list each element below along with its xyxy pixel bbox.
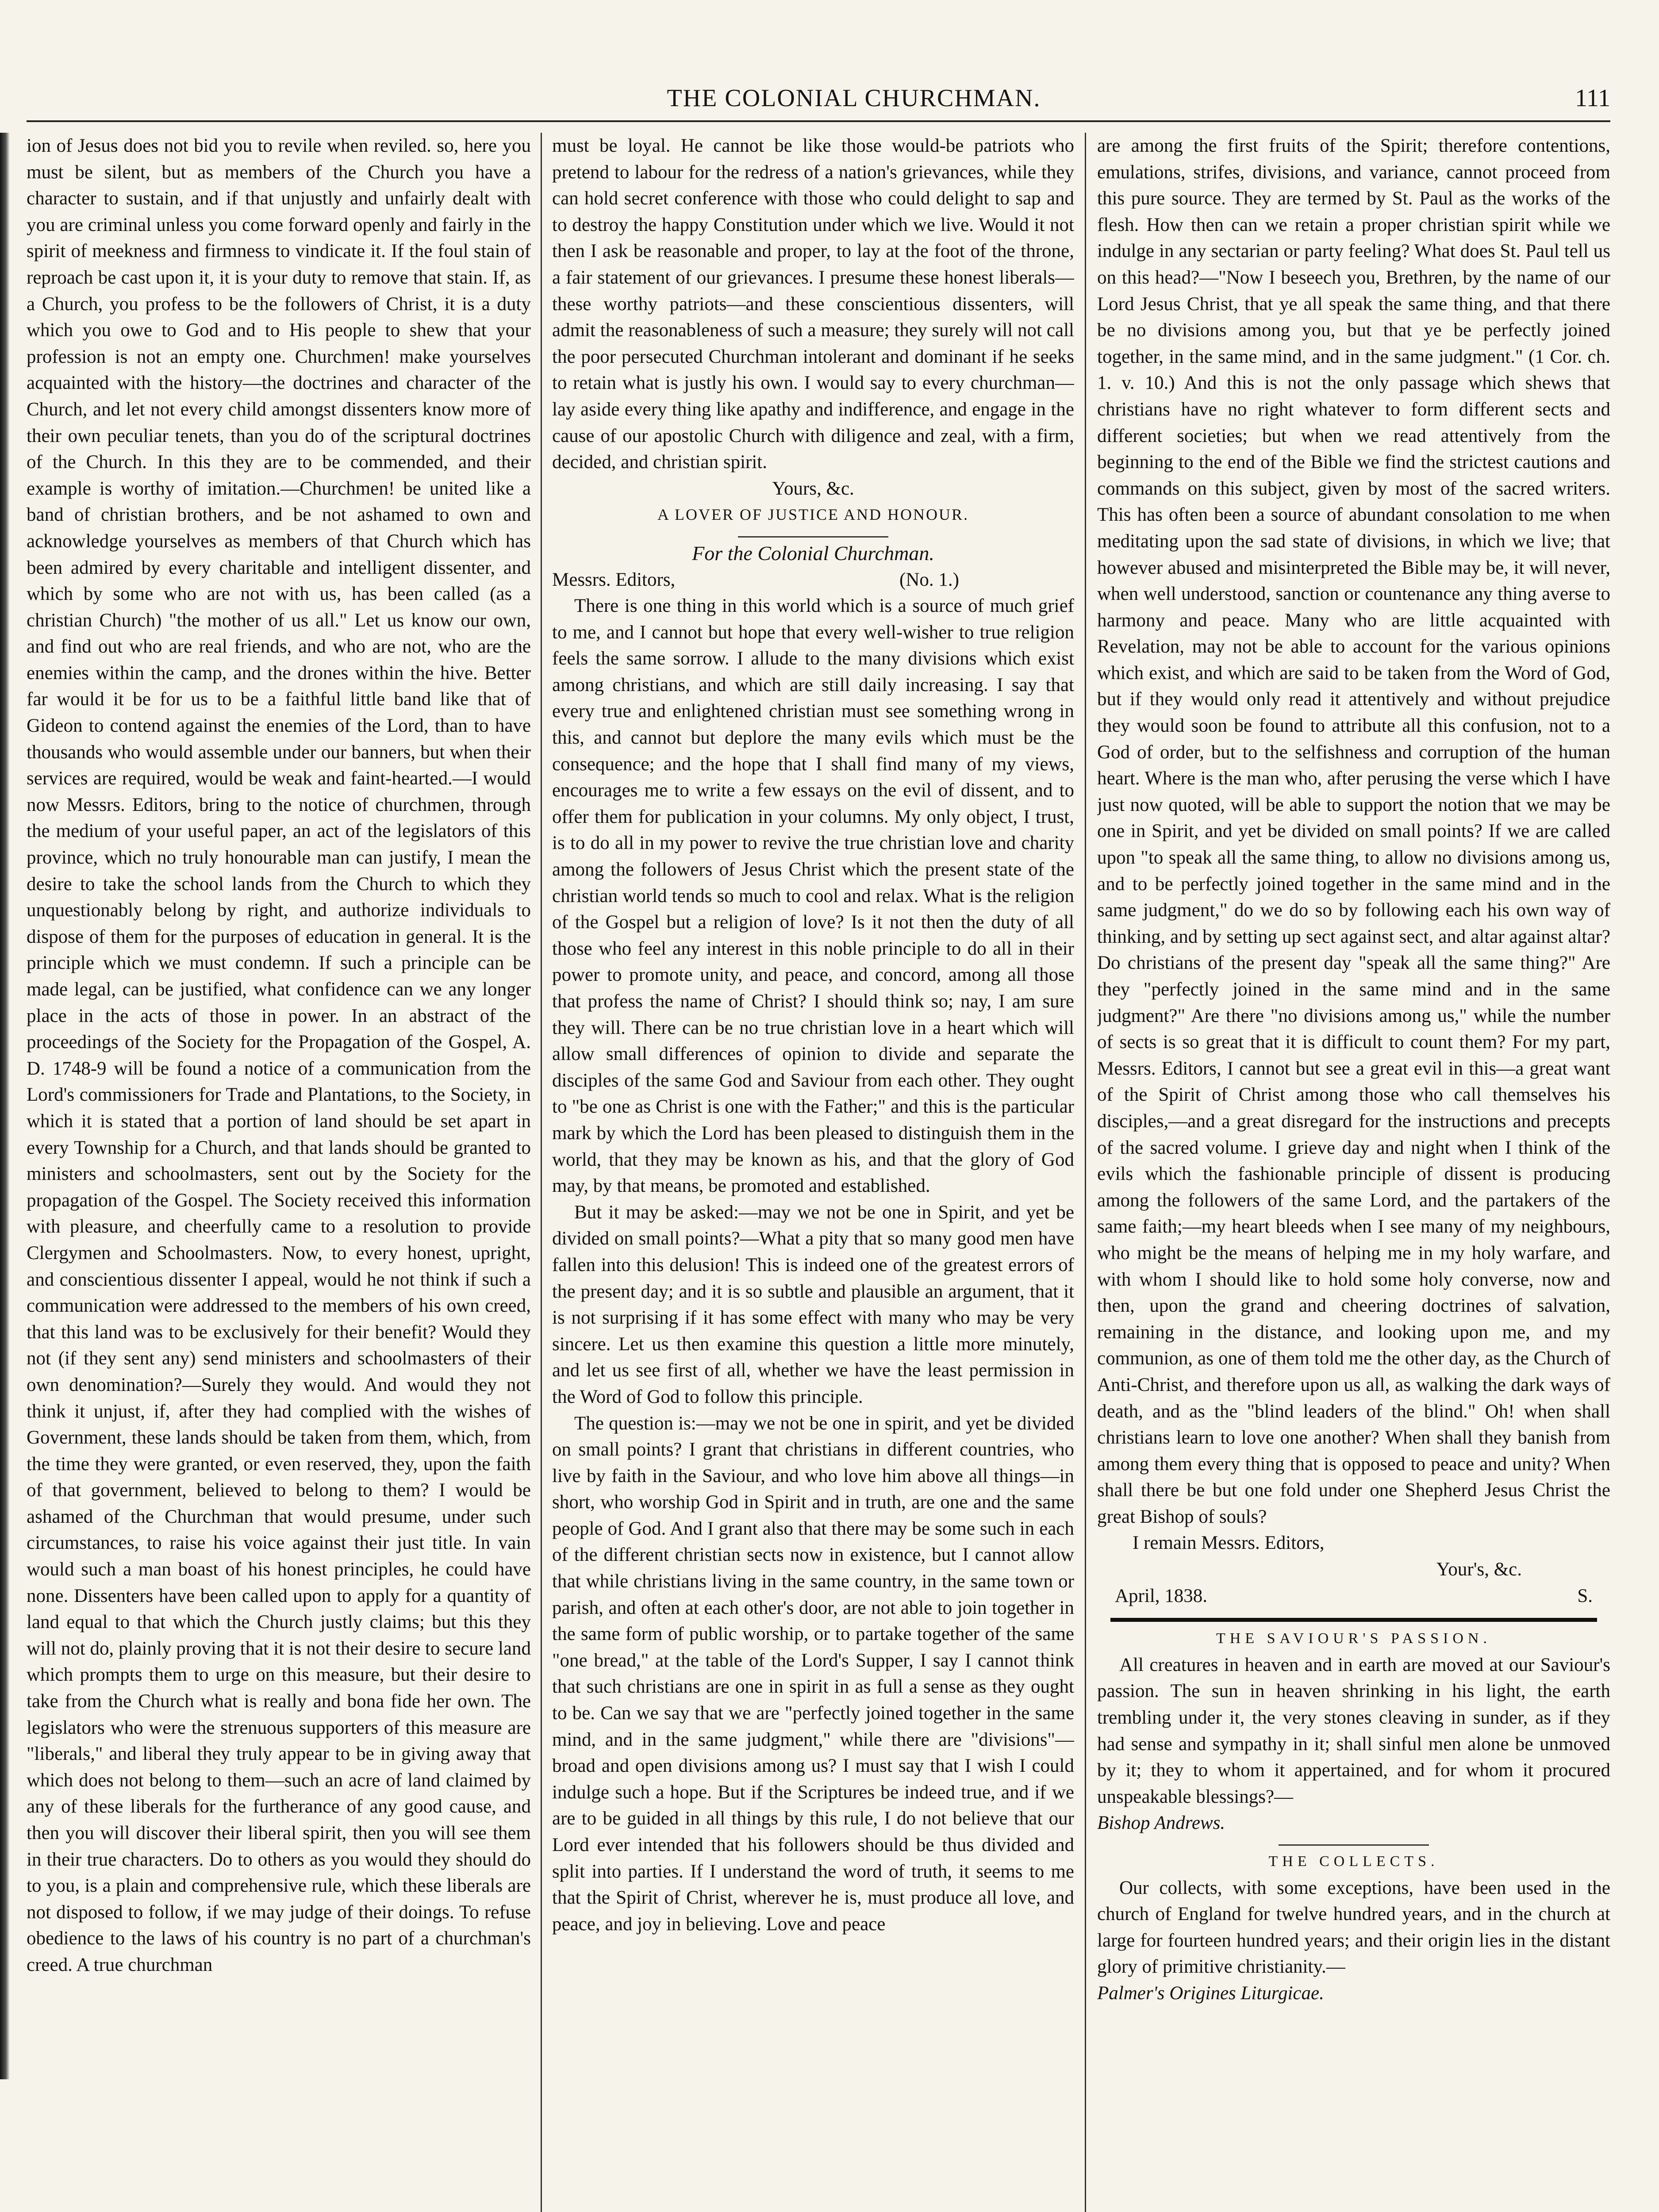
column-1-text: ion of Jesus does not bid you to revile when reviled. so, here you must be silent, but as members of the Church you have a character to sustain, and if that unjustly and unfairly dealt with you are criminal unless you come forward openly and fairly in the spirit of meekness and firmness to vindicate it. If the foul stain of reproach be cast upon it, it is your duty to remove that stain. If, as a Church, you profess to be the followers of Christ, it is a duty which you owe to God and to His people to shew that your profession is not an empty one. Churchmen! make yourselves acquainted with the history—the doctrines and character of the Church, and let not every child amongst dissenters know more of their own peculiar tenets, than you do of the scriptural doctrines of the Church. In this they are to be commended, and their example is worthy of imitation.—Churchmen! be united like a band of christian brothers, and be not ashamed to own and acknowledge yourselves as members of that Church which has been admired by every charitable and intelligent dissenter, and which by some who are not with us, has been called (as a christian Church) "the mother of us all." Let us know our own, and find out who are real friends, and who are not, who are the enemies within the camp, and the drones within the hive. Better far would it be for us to be a faithful little band like that of Gideon to contend against the enemies of the Lord, than to have thousands who would assemble under our banners, but when their services are required, would be weak and faint-hearted.—I would now Messrs. Editors, bring to the notice of churchmen, through the medium of your useful paper, an act of the legislators of this province, which no truly honourable man can justify, I mean the desire to take the school lands from the Church to which they unquestionably belong by right, and authorize individuals to dispose of them for the purposes of education in general. It is the principle which we must condemn. If such a principle can be made legal, can be justified, what confidence can we any longer place in the acts of those in power. In an abstract of the proceedings of the Society for the Propagation of the Gospel, A. D. 1748-9 will be found a notice of a communication from the Lord's commissioners for Trade and Plantations, to the Society, in which it is stated that a portion of land should be set apart in every Township for a Church, and that lands should be granted to ministers and schoolmasters, sent out by the Society for the propagation of the Gospel. The Society received this information with pleasure, and cheerfully came to a resolution to provide Clergymen and Schoolmasters. Now, to every honest, upright, and conscientious dissenter I appeal, would he not think if such a communication were addressed to the members of his own creed, that this land was to be exclusively for their benefit? Would they not (if they sent any) send ministers and schoolmasters of their own denomination?—Surely they would. And would they not think it unjust, if, after they had complied with the wishes of Government, these lands should be taken from them, which, from the time they were granted, or even reserved, they, upon the faith of that government, believed to belong to them? I would be ashamed of the Churchman that would presume, under such circumstances, to raise his voice against their just title. In vain would such a man boast of his honest principles, he could have none. Dissenters have been called upon to apply for a quantity of land equal to that which the Church justly claims; but this they will not do, plainly proving that it is not their desire to secure land which prompts them to urge on this measure, but their desire to take from the Church what is really and bona fide her own. The legislators who were the strenuous supporters of this measure are "liberals," and liberal they truly appear to be in giving away that which does not belong to them—such an acre of land claimed by any of these liberals for the furtherance of any good cause, and then you will discover their liberal spirit, then you will see them in their true characters. Do to others as you would they should do to you, is a plain and comprehensive rule, which these liberals are not disposed to follow, if we may judge of their doings. To refuse obedience to the laws of his country is no part of a churchman's creed. A true churchman	[27, 135, 531, 1975]
column-divider-1	[541, 133, 542, 2212]
column-1	[27, 133, 531, 2212]
column-3	[1097, 133, 1610, 2212]
letter-closing: I remain Messrs. Editors,	[1133, 1532, 1325, 1554]
column-2	[552, 133, 1074, 2212]
passion-source: Bishop Andrews.	[1097, 1813, 1225, 1834]
letter-continuation-text: are among the first fruits of the Spirit; therefore contentions, emulations, strifes, divisions, and variance, cannot proceed from this pure source. They are termed by St. Paul as the works of the flesh. How then can we retain a proper christian spirit while we indulge in any sectarian or party feeling? What does St. Paul tell us on this head?—"Now I beseech you, Brethren, by the name of our Lord Jesus Christ, that ye all speak the same thing, and that there be no divisions among you, but that ye be perfectly joined together, in the same mind, and in the same judgment." (1 Cor. ch. 1. v. 10.) And this is not the only passage which shews that christians have no right whatever to form different sects and different societies; but when we read attentively from the beginning to the end of the Bible we find the strictest cautions and commands on this subject, given by most of the sacred writers. This has often been a source of abundant consolation to me when meditating upon the sad state of divisions, in which we live; that however abused and misinterpreted the Bible may be, it will never, when well understood, sanction or countenance any thing averse to harmony and peace. Many who are little acquainted with Revelation, may not be able to account for the various opinions which exist, and which are said to be taken from the Word of God, but if they would only read it attentively and without prejudice they would soon be found to attribute all this confusion, not to a God of order, but to the selfishness and corruption of the human heart. Where is the man who, after perusing the verse which I have just now quoted, will be able to support the notion that we may be one in Spirit, and yet be divided on small points? If we are called upon "to speak all the same thing, to allow no divisions among us, and to be perfectly joined together in the same mind and in the same judgment," do we do so by following each his own way of thinking, and by setting up sect against sect, and altar against altar? Do christians of the present day "speak all the same thing?" Are they "perfectly joined in the same mind and in the same judgment?" Are there "no divisions among us," while the number of sects is so great that it is difficult to count them? For my part, Messrs. Editors, I cannot but see a great evil in this—a great want of the Spirit of Christ among those who call themselves his disciples,—and a great disregard for the instructions and precepts of the sacred volume. I grieve day and night when I think of the evils which the fashionable principle of dissent is producing among the followers of the same Lord, and the partakers of the same faith;—my heart bleeds when I see many of my neighbours, who might be the means of helping me in my holy warfare, and with whom I should like to hold some holy converse, now and then, upon the grand and cheering doctrines of salvation, remaining in the distance, and looking upon me, and my communion, as one of them told me the other day, as the Church of Anti-Christ, and therefore upon us all, as walking the dark ways of death, and as the "blind leaders of the blind." Oh! when shall christians learn to love one another? When shall they banish from among them every thing that is opposed to peace and unity? When shall there be but one fold under one Shepherd Jesus Christ the great Bishop of souls?	[1097, 135, 1610, 1527]
yours-closing: Yours, &c.	[772, 478, 854, 499]
letter-initial: S.	[1577, 1585, 1593, 1606]
header-rule	[27, 120, 1610, 122]
salutation: Messrs. Editors,	[552, 569, 676, 590]
page-binding-shadow	[0, 133, 10, 2079]
thick-divider	[1110, 1618, 1597, 1622]
section-heading-passion: THE SAVIOUR'S PASSION.	[1216, 1630, 1491, 1647]
section-heading-collects: THE COLLECTS.	[1268, 1853, 1439, 1870]
yours-closing: Your's, &c.	[1436, 1559, 1522, 1580]
collects-source: Palmer's Origines Liturgicae.	[1097, 1982, 1324, 2004]
letter-signature: A LOVER OF JUSTICE AND HONOUR.	[657, 506, 969, 524]
page-title: THE COLONIAL CHURCHMAN.	[667, 84, 1041, 112]
salutation-row	[552, 567, 1074, 593]
letter-paragraph: But it may be asked:—may we not be one in Spirit, and yet be divided on small points?—What a pity that so many good men have fallen into this delusion! This is indeed one of the greatest errors of the present day; and it is so subtle and plausible an argument, that it is not surprising if it has some effect with many who may be very sincere. Let us then examine this question a little more minutely, and let us see first of all, whether we have the least permission in the Word of God to follow this principle.	[552, 1202, 1074, 1407]
letter-conclusion-text: must be loyal. He cannot be like those would-be patriots who pretend to labour for the redress of a nation's grievances, while they can hold secret conference with those who could delight to sap and to destroy the happy Constitution under which we live. Would it not then I ask be reasonable and proper, to lay at the foot of the throne, a fair statement of our grievances. I presume these honest liberals—these worthy patriots—and these conscientious dissenters, will admit the reasonableness of such a measure; they surely will not call the poor persecuted Churchman intolerant and dominant if he seeks to retain what is justly his own. I would say to every churchman—lay aside every thing like apathy and indifference, and engage in the cause of our apostolic Church with diligence and zeal, with a firm, decided, and christian spirit.	[552, 135, 1074, 473]
section-divider	[738, 536, 888, 538]
letter-paragraph: There is one thing in this world which is a source of much grief to me, and I cannot but hope that every well-wisher to true religion feels the same sorrow. I allude to the many divisions which exist among christians, and which are still daily increasing. I say that every true and enlightened christian must see something wrong in this, and cannot but deplore the many evils which must be the consequence; and the hope that I shall find many of my views, encourages me to write a few essays on the evil of dissent, and to offer them for publication in your columns. My only object, I trust, is to do all in my power to revive the true christian love and charity among the followers of Jesus Christ which the present state of the christian world tends so much to cool and relax. What is the religion of the Gospel but a religion of love? Is it not then the duty of all those who feel any interest in this noble principle to do all in their power to promote unity, and peace, and concord, among all those that profess the name of Christ? I should think so; nay, I am sure they will. There can be no true christian love in a heart which will allow small differences of opinion to divide and separate the disciples of the same God and Saviour from each other. They ought to "be one as Christ is one with the Father;" and this is the particular mark by which the Lord has been pleased to distinguish them in the world, that they may be known as his, and that the glory of God may, by that means, be promoted and established.	[552, 595, 1074, 1197]
section-divider	[1279, 1844, 1429, 1846]
date-row	[1115, 1583, 1593, 1609]
page-number: 111	[1575, 84, 1610, 112]
passion-text: All creatures in heaven and in earth are moved at our Saviour's passion. The sun in heaven shrinking in his light, the earth trembling under it, the very stones cleaving in sunder, as if they had sense and sympathy in it; shall sinful men alone be unmoved by it; they to whom it appertained, and for whom it procured unspeakable blessings?—	[1097, 1654, 1610, 1807]
collects-text: Our collects, with some exceptions, have been used in the church of England for twelve hundred years, and in the church at large for fourteen hundred years; and their origin lies in the distant glory of primitive christianity.—	[1097, 1877, 1610, 1978]
letter-paragraph: The question is:—may we not be one in spirit, and yet be divided on small points? I grant that christians in different countries, who live by faith in the Saviour, and who love him above all things—in short, who worship God in Spirit and in truth, are one and the same people of God. And I grant also that there may be some such in each of the different christian sects now in existence, but I cannot allow that while christians living in the same country, in the same town or parish, and often at each other's door, are not able to join together in the same form of public worship, or to partake together of the same "one bread," at the table of the Lord's Supper, I say I cannot think that such christians are one in spirit in as full a sense as they ought to be. Can we say that we are "perfectly joined together in the same mind, and in the same judgment," while there are "divisions"—broad and open divisions among us? I must say that I wish I could indulge such a hope. But if the Scriptures be indeed true, and if we are to be guided in all things by this rule, I do not believe that our Lord ever intended that his followers should be thus divided and split into parties. If I understand the word of truth, it seems to me that the Spirit of Christ, wherever he is, must produce all love, and peace, and joy in believing. Love and peace	[552, 1413, 1074, 1935]
letter-heading: For the Colonial Churchman.	[692, 541, 934, 565]
letter-number: (No. 1.)	[899, 569, 959, 590]
column-divider-2	[1085, 133, 1086, 2212]
letter-date: April, 1838.	[1115, 1585, 1208, 1606]
